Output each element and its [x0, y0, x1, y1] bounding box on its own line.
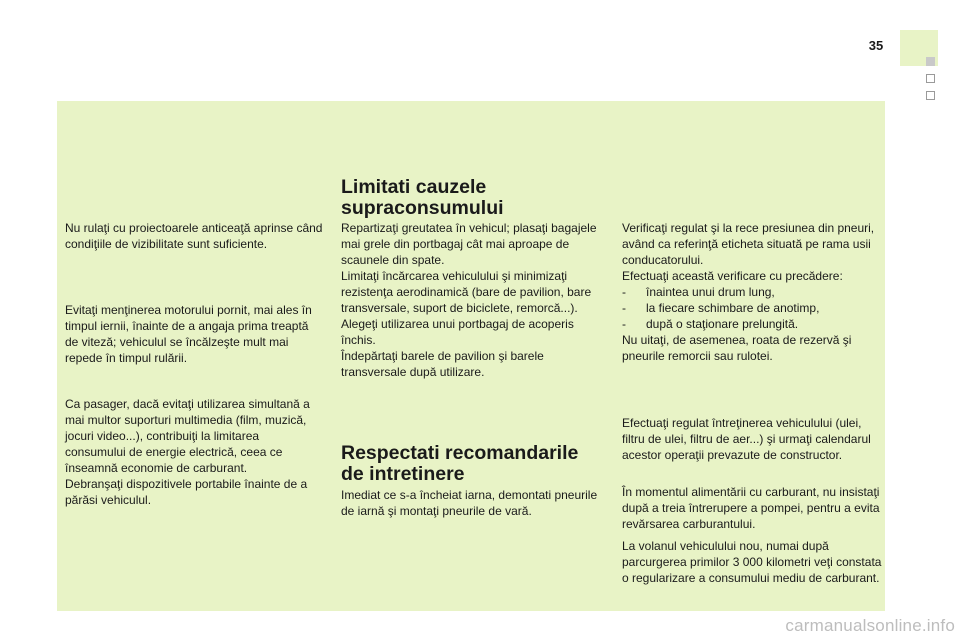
tip-engine-warmup: [65, 302, 323, 366]
paragraph: Efectuaţi această verificare cu precădere:: [622, 269, 843, 283]
list-dash: -: [622, 301, 626, 315]
tip-new-vehicle: [622, 538, 884, 586]
section-title-consumption: [341, 177, 504, 219]
paragraph: În momentul alimentării cu carburant, nu insistaţi după a treia întrerupere a pompei, pentru a evita revărsarea carburantului.: [622, 485, 880, 531]
title-line: Respectati recomandarile: [341, 442, 579, 464]
section-body-consumption: [341, 220, 603, 380]
paragraph: Efectuaţi regulat întreţinerea vehiculului (ulei, filtru de ulei, filtru de aer...) şi urmaţi calendarul acestor operaţii prevazute de constructor.: [622, 416, 871, 462]
list-text: înaintea unui drum lung,: [646, 285, 775, 299]
paragraph: Evitaţi menţinerea motorului pornit, mai ales în timpul iernii, înainte de a angaja prima treaptă de viteză; vehiculul se încălzeşte mult mai repede în timpul rulării.: [65, 303, 312, 365]
title-line: supraconsumului: [341, 197, 504, 219]
tip-fog-lights: [65, 220, 323, 252]
paragraph: Ca pasager, dacă evitaţi utilizarea simultană a mai multor suporturi multimedia (film, muzică, jocuri video...), contribuiţi la limitarea consumului de energie electrică, ceea ce înseamnă economie de carburant.: [65, 397, 310, 475]
title-line: de intretinere: [341, 463, 465, 485]
paragraph: Limitaţi încărcarea vehiculului şi minimizaţi rezistenţa aerodinamică (bare de pavilion, bare transversale, suport de biciclete, remorcă...).: [341, 269, 592, 315]
tip-multimedia: [65, 396, 323, 508]
list-dash: -: [622, 285, 626, 299]
paragraph: Nu uitaţi, de asemenea, roata de rezervă şi pneurile remorcii sau rulotei.: [622, 333, 852, 363]
paragraph: Nu rulaţi cu proiectoarele anticeaţă aprinse când condiţiile de vizibilitate sunt suficiente.: [65, 221, 323, 251]
paragraph: Repartizaţi greutatea în vehicul; plasaţi bagajele mai grele din portbagaj cât mai aproape de scaunele din spate.: [341, 221, 597, 267]
tip-maintenance: [622, 415, 884, 463]
paragraph: Îndepărtaţi barele de pavilion şi barele transversale după utilizare.: [341, 349, 544, 379]
tip-tyre-pressure: [622, 220, 884, 364]
page-number: 35: [868, 38, 884, 53]
list-dash: -: [622, 317, 626, 331]
paragraph: Debranşaţi dispozitivele portabile înainte de a părăsi vehiculul.: [65, 477, 308, 507]
paragraph: Alegeţi utilizarea unui portbagaj de acoperis închis.: [341, 317, 574, 347]
tip-refuelling: [622, 484, 884, 532]
section-title-maintenance: [341, 443, 578, 485]
section-body-maintenance: [341, 487, 603, 519]
paragraph: Imediat ce s-a încheiat iarna, demontati pneurile de iarnă şi montaţi pneurile de vară.: [341, 488, 598, 518]
chapter-marker: [926, 91, 935, 100]
watermark: carmanualsonline.info: [785, 616, 955, 635]
list-item: [622, 284, 884, 300]
list-text: la fiecare schimbare de anotimp,: [646, 301, 820, 315]
title-line: Limitati cauzele: [341, 176, 487, 198]
paragraph: La volanul vehiculului nou, numai după parcurgerea primilor 3 000 kilometri veţi constata o regularizare a consumului mediu de carburant.: [622, 539, 882, 585]
list-item: [622, 316, 884, 332]
list-text: după o staţionare prelungită.: [646, 317, 799, 331]
paragraph: Verificaţi regulat şi la rece presiunea din pneuri, având ca referinţă eticheta situată pe rama usii conducatorului.: [622, 221, 875, 267]
chapter-marker-active: [926, 57, 935, 66]
list-item: [622, 300, 884, 316]
chapter-marker: [926, 74, 935, 83]
